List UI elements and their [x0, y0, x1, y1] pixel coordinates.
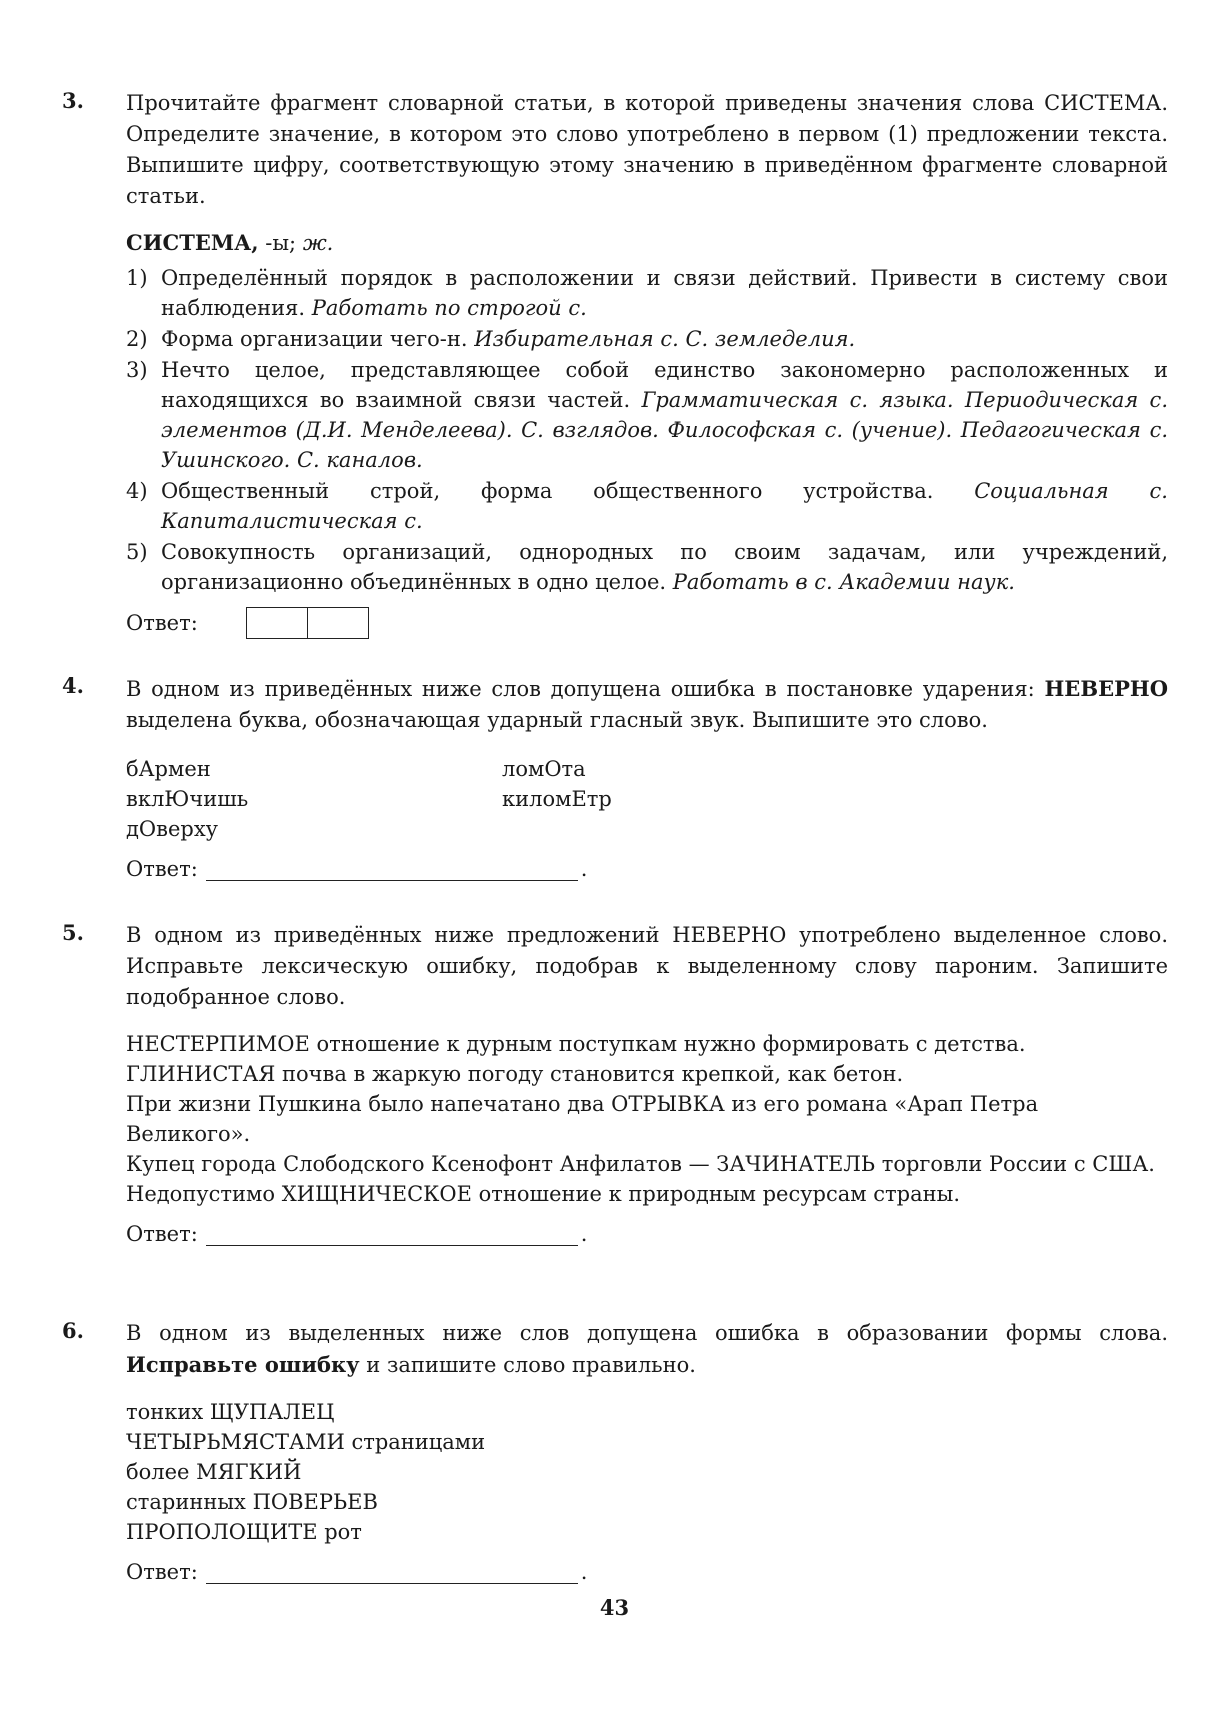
definition-item: 1) Определённый порядок в расположении и связи действий. Привести в систему свои наблюдения. Работать по строгой с. [126, 266, 1168, 320]
answer-cell[interactable] [307, 608, 368, 638]
answer-row: Ответ: . [126, 1219, 1168, 1249]
word-item: дОверху [126, 817, 219, 841]
word-item: ломОта [502, 757, 586, 781]
sentence-item: Купец города Слободского Ксенофонт Анфилатов — ЗАЧИНАТЕЛЬ торговли России с США. [126, 1152, 1155, 1176]
task-6 [62, 1318, 1168, 1587]
answer-cells[interactable] [246, 607, 369, 639]
word-form-item: ЧЕТЫРЬМЯСТАМИ страницами [126, 1430, 486, 1454]
task-instruction: В одном из приведённых ниже предложений НЕВЕРНО употреблено выделенное слово. Исправьте лексическую ошибку, подобрав к выделенному слову пароним. Запишите подобранное слово. [126, 923, 1168, 1009]
page-number: 43 [599, 1595, 630, 1620]
answer-label: Ответ: [126, 857, 198, 881]
word-form-list [126, 1397, 1168, 1547]
definition-item: 3) Нечто целое, представляющее собой единство закономерно расположенных и находящихся во взаимной связи частей. Грамматическая с. языка. Периодическая с. элементов (Д.И. Менделеева). С. взглядов. Философская с. (учение). Педагогическая с. Ушинского. С. каналов. [126, 358, 1168, 472]
sentence-item: Недопустимо ХИЩНИЧЕСКОЕ отношение к природным ресурсам страны. [126, 1182, 961, 1206]
word-column-2 [502, 754, 612, 814]
definition-item: 4) Общественный строй, форма общественного устройства. Социальная с. Капиталистическая с. [126, 479, 1168, 533]
answer-label: Ответ: [126, 1560, 198, 1584]
word-column-1 [126, 754, 1168, 844]
task-number: 4. [62, 673, 84, 698]
sentence-item: ГЛИНИСТАЯ почва в жаркую погоду становится крепкой, как бетон. [126, 1062, 904, 1086]
word-list [126, 754, 1168, 844]
task-instruction: В одном из приведённых ниже слов допущена ошибка в постановке ударения: НЕВЕРНО выделена буква, обозначающая ударный гласный звук. Выпишите это слово. [126, 676, 1168, 732]
word-item: бАрмен [126, 757, 211, 781]
task-instruction: Прочитайте фрагмент словарной статьи, в которой приведены значения слова СИСТЕМА. Определите значение, в котором это слово употреблено в первом (1) предложении текста. Выпишите цифру, соответствующую этому значению в приведённом фрагменте словарной статьи. [126, 91, 1168, 208]
task-instruction: В одном из выделенных ниже слов допущена ошибка в образовании формы слова. Исправьте ошибку и запишите слово правильно. [126, 1321, 1168, 1377]
task-5 [62, 920, 1168, 1249]
sentence-list [126, 1029, 1168, 1209]
definition-item: 2) Форма организации чего-н. Избирательная с. С. земледелия. [126, 327, 856, 351]
task-4 [62, 673, 1168, 884]
answer-label: Ответ: [126, 1222, 198, 1246]
answer-label: Ответ: [126, 611, 198, 635]
answer-row: Ответ: . [126, 1557, 1168, 1587]
word-form-item: ПРОПОЛОЩИТЕ рот [126, 1520, 362, 1544]
sentence-item: НЕСТЕРПИМОЕ отношение к дурным поступкам нужно формировать с детства. [126, 1032, 1026, 1056]
task-3 [62, 88, 1168, 639]
definition-item: 5) Совокупность организаций, однородных по своим задачам, или учреждений, организационно объединённых в одно целое. Работать в с. Академии наук. [126, 540, 1168, 594]
word-form-item: старинных ПОВЕРЬЕВ [126, 1490, 378, 1514]
answer-line[interactable] [206, 858, 578, 881]
task-number: 3. [62, 88, 84, 113]
answer-line[interactable] [206, 1223, 578, 1246]
definition-list [126, 263, 1168, 597]
word-form-item: более МЯГКИЙ [126, 1460, 302, 1484]
answer-line[interactable] [206, 1561, 578, 1584]
answer-row: Ответ: . [126, 854, 1168, 884]
sentence-item: При жизни Пушкина было напечатано два ОТРЫВКА из его романа «Арап Петра Великого». [126, 1092, 1039, 1146]
task-number: 5. [62, 920, 84, 945]
dictionary-headword: СИСТЕМА, -ы; ж. [126, 230, 334, 255]
word-form-item: тонких ЩУПАЛЕЦ [126, 1400, 335, 1424]
answer-cell[interactable] [247, 608, 307, 638]
task-number: 6. [62, 1318, 84, 1343]
answer-row [126, 607, 1168, 639]
word-item: вклЮчишь [126, 787, 249, 811]
word-item: киломЕтр [502, 787, 612, 811]
